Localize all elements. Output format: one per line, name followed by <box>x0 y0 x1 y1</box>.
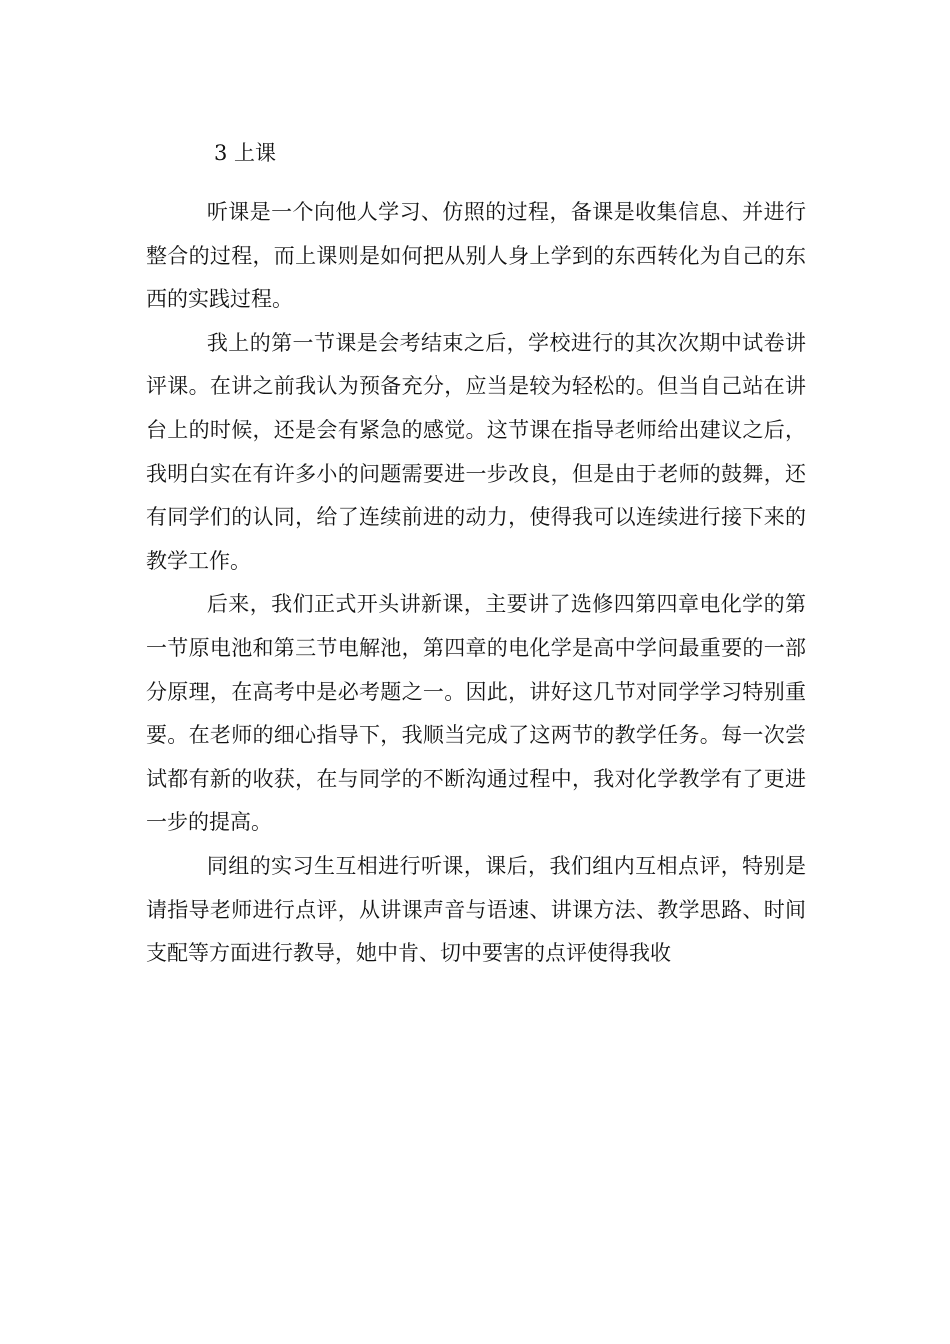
paragraph: 后来，我们正式开头讲新课，主要讲了选修四第四章电化学的第一节原电池和第三节电解池，第四章的电化学是高中学问最重要的一部分原理，在高考中是必考题之一。因此，讲好这几节对同学学习特别重要。在老师的细心指导下，我顺当完成了这两节的教学任务。每一次尝试都有新的收获，在与同学的不断沟通过程中，我对化学教学有了更进一步的提高。 <box>146 592 806 835</box>
paragraph: 同组的实习生互相进行听课，课后，我们组内互相点评，特别是请指导老师进行点评，从讲课声音与语速、讲课方法、教学思路、时间支配等方面进行教导，她中肯、切中要害的点评使得我收 <box>146 853 806 966</box>
paragraph: 我上的第一节课是会考结束之后，学校进行的其次次期中试卷讲评课。在讲之前我认为预备充分，应当是较为轻松的。但当自己站在讲台上的时候，还是会有紧急的感觉。这节课在指导老师给出建议之后，我明白实在有许多小的问题需要进一步改良，但是由于老师的鼓舞，还有同学们的认同，给了连续前进的动力，使得我可以连续进行接下来的教学工作。 <box>146 330 806 573</box>
section-heading: 3 上课 <box>214 141 277 165</box>
paragraph: 听课是一个向他人学习、仿照的过程，备课是收集信息、并进行整合的过程，而上课则是如何把从别人身上学到的东西转化为自己的东西的实践过程。 <box>146 200 806 312</box>
body-text <box>146 191 806 976</box>
